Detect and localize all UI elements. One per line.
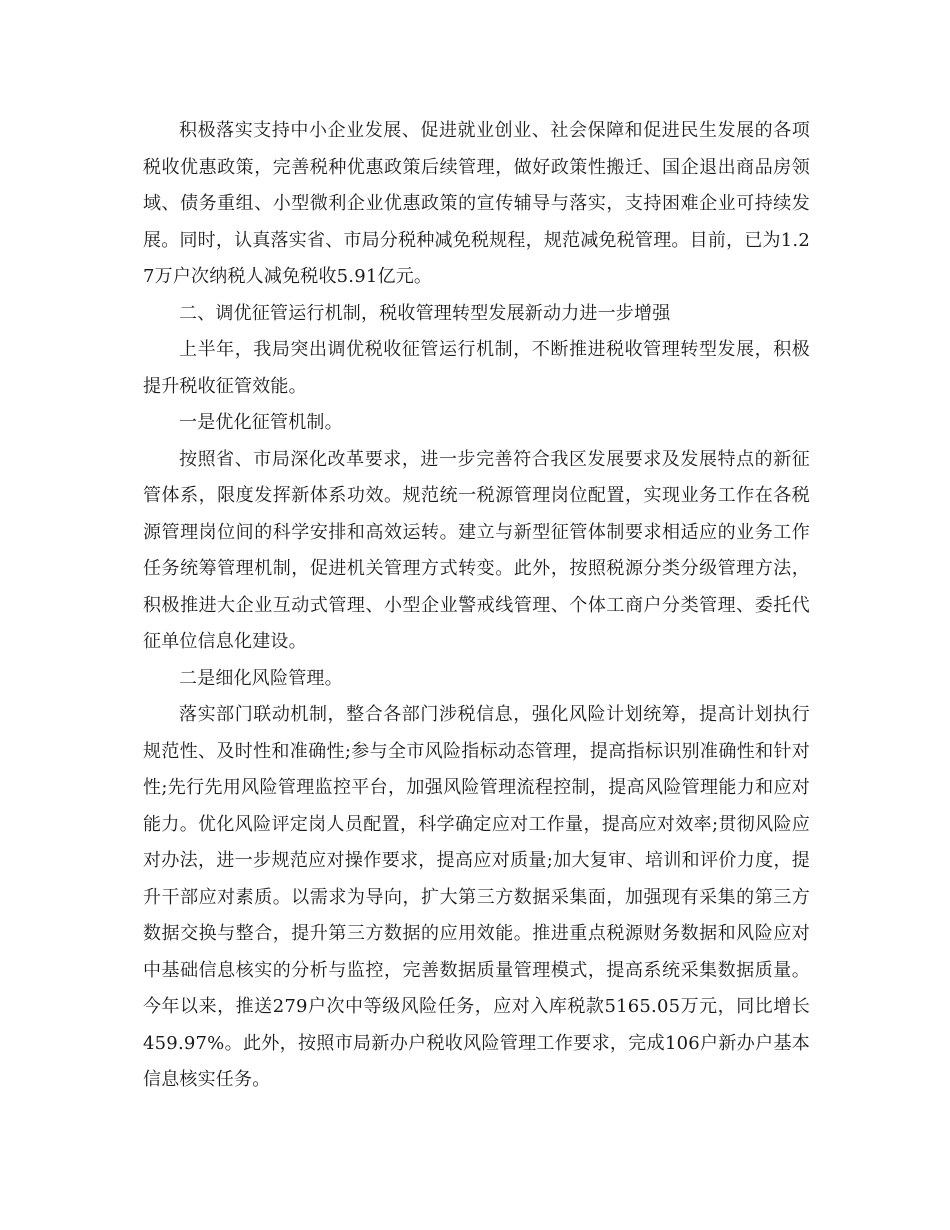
- subheading-risk-management: 二是细化风险管理。: [179, 667, 343, 689]
- paragraph-tax-incentives: 积极落实支持中小企业发展、促进就业创业、社会保障和促进民生发展的各项税收优惠政策，完善税种优惠政策后续管理，做好政策性搬迁、国企退出商品房领域、债务重组、小型微利企业优惠政策的宣传辅导与落实，支持困难企业可持续发展。同时，认真落实省、市局分税种减免税规程，规范减免税管理。目前，已为1.27万户次纳税人减免税收5.91亿元。: [143, 120, 810, 287]
- section-heading-collection-mechanism: 二、调优征管运行机制，税收管理转型发展新动力进一步增强: [179, 302, 671, 324]
- subheading-optimize-mechanism: 一是优化征管机制。: [179, 412, 343, 433]
- document-body: [143, 113, 810, 1099]
- paragraph-first-half-summary: 上半年，我局突出调优税收征管运行机制，不断推进税收管理转型发展，积极提升税收征管效能。: [143, 339, 810, 397]
- paragraph-risk-management: 落实部门联动机制，整合各部门涉税信息，强化风险计划统筹，提高计划执行规范性、及时性和准确性;参与全市风险指标动态管理，提高指标识别准确性和针对性;先行先用风险管理监控平台，加强风险管理流程控制，提高风险管理能力和应对能力。优化风险评定岗人员配置，科学确定应对工作量，提高应对效率;贯彻风险应对办法，进一步规范应对操作要求，提高应对质量;加大复审、培训和评价力度，提升干部应对素质。以需求为导向，扩大第三方数据采集面，加强现有采集的第三方数据交换与整合，提升第三方数据的应用效能。推进重点税源财务数据和风险应对中基础信息核实的分析与监控，完善数据质量管理模式，提高系统采集数据质量。今年以来，推送279户次中等级风险任务，应对入库税款5165.05万元，同比增长459.97%。此外，按照市局新办户税收风险管理工作要求，完成106户新办户基本信息核实任务。: [143, 704, 810, 1090]
- paragraph-optimize-mechanism: 按照省、市局深化改革要求，进一步完善符合我区发展要求及发展特点的新征管体系，限度发挥新体系功效。规范统一税源管理岗位配置，实现业务工作在各税源管理岗位间的科学安排和高效运转。建立与新型征管体制要求相适应的业务工作任务统筹管理机制，促进机关管理方式转变。此外，按照税源分类分级管理方法，积极推进大企业互动式管理、小型企业警戒线管理、个体工商户分类管理、委托代征单位信息化建设。: [143, 448, 810, 652]
